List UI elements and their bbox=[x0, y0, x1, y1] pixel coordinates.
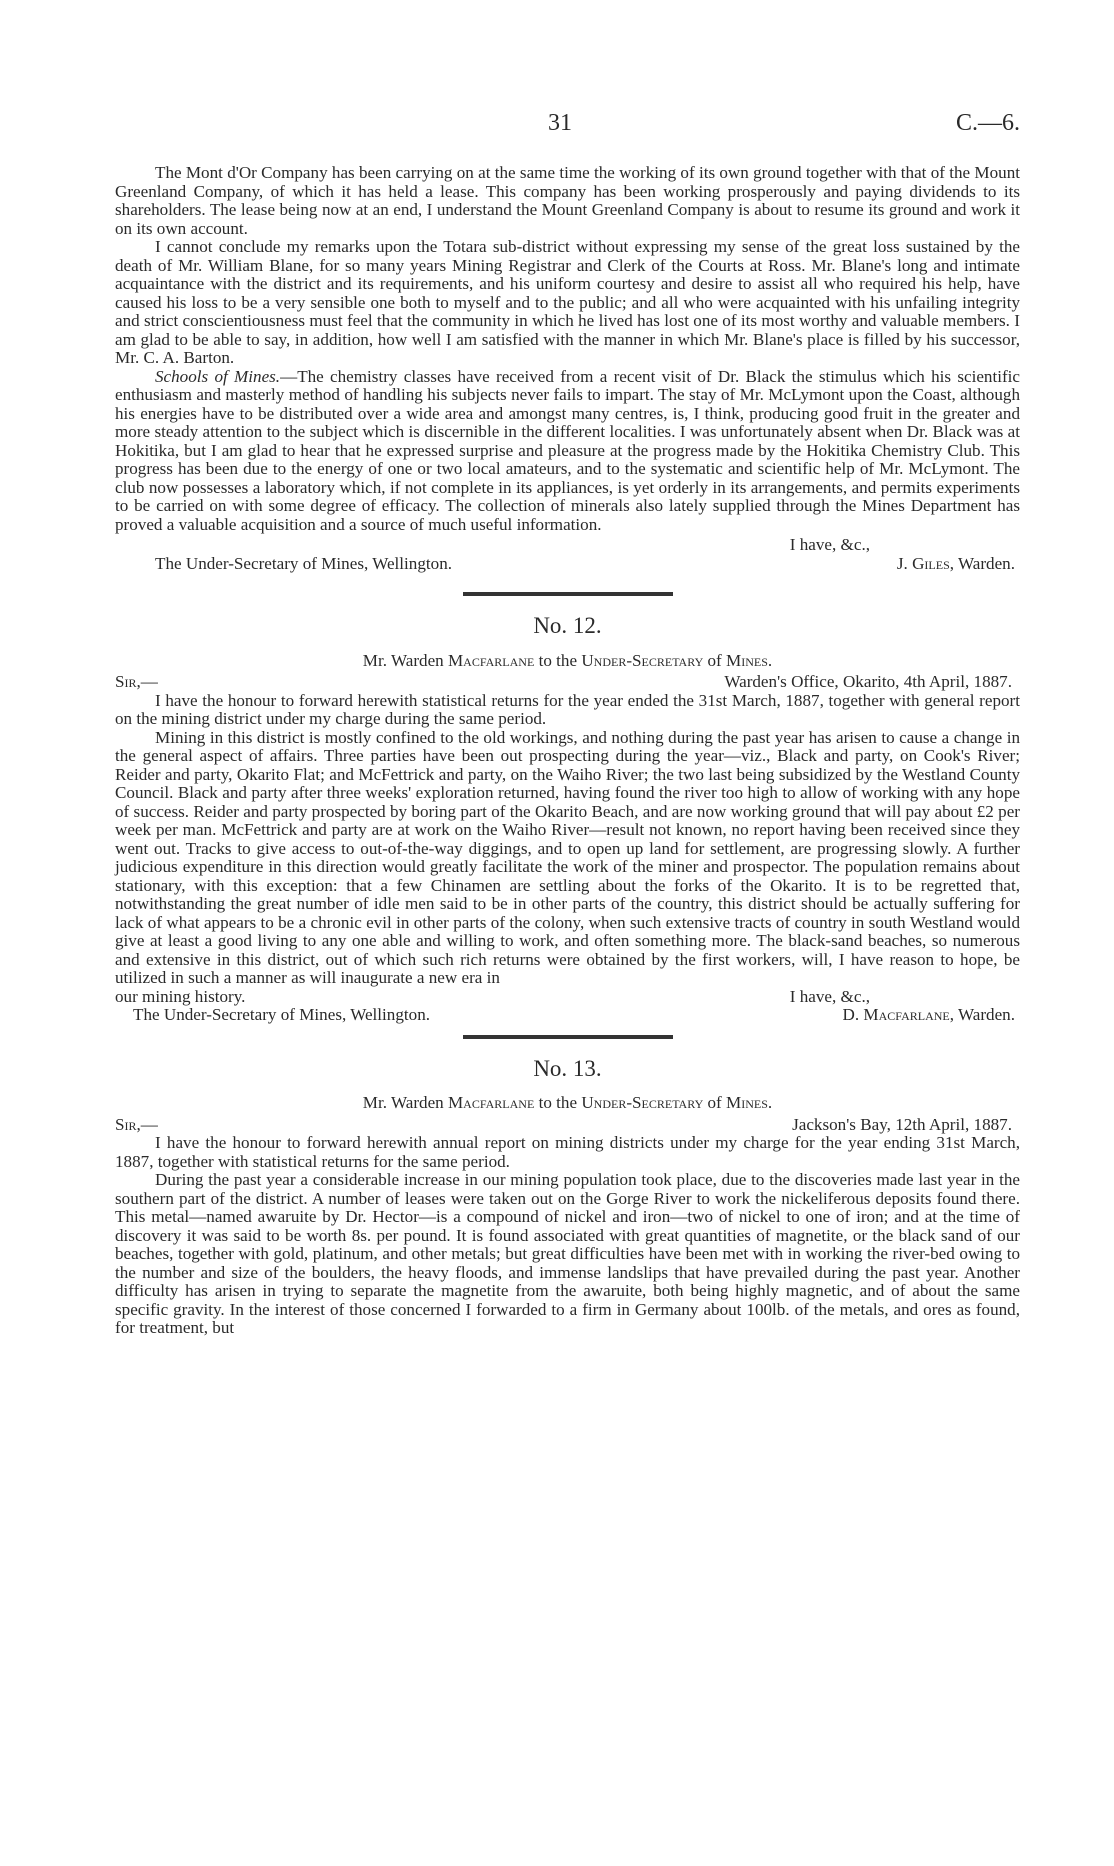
salutation: Sir,— bbox=[115, 1114, 158, 1134]
dateline: Warden's Office, Okarito, 4th April, 1887. bbox=[724, 672, 1012, 691]
page-number: 31 bbox=[548, 110, 572, 136]
signature-line bbox=[115, 1006, 1020, 1025]
section-divider bbox=[463, 592, 673, 596]
paragraph: I have the honour to forward herewith annual report on mining districts under my charge for the year ending 31st March, 1887, together with statistical returns for the same period. bbox=[115, 1133, 1020, 1171]
document-body bbox=[115, 164, 1020, 1338]
paragraph-text: our mining history. bbox=[115, 986, 246, 1006]
addressee: The Under-Secretary of Mines, Wellington. bbox=[155, 553, 453, 573]
paragraph bbox=[115, 368, 1020, 535]
report-title: Mr. Warden Macfarlane to the Under-Secretary of Mines. bbox=[362, 1093, 773, 1112]
salutation: Sir,— bbox=[115, 672, 158, 691]
report-12 bbox=[115, 613, 1020, 1025]
report-11-continuation bbox=[115, 164, 1020, 573]
report-number: No. 13. bbox=[533, 1055, 602, 1081]
paragraph: Mining in this district is mostly confined to the old workings, and nothing during the past year has arisen to cause a change in the general aspect of affairs. Three parties have been out prospecting during the year—viz., Black and party, on Cook's River; Reider and party, Okarito Flat; and McFettrick and party, on the Waiho River; the two last being subsidized by the Westland County Council. Black and party after three weeks' exploration returned, having found the river too high to allow of working with any hope of success. Reider and party prospected by boring part of the Okarito Beach, and are now working ground that will pay about £2 per week per man. McFettrick and party are at work on the Waiho River—result not known, no report having been received since they went out. Tracks to give access to out-of-the-way diggings, and to open up land for settlement, are progressing slowly. A further judicious expenditure in this direction would greatly facilitate the work of the miner and prospector. The population remains about stationary, with this exception: that a few Chinamen are settling about the forks of the Okarito. It is to be regretted that, notwithstanding the great number of idle men said to be in other parts of the country, this district should be actually suffering for lack of what appears to be a chronic evil in other parts of the colony, when such extensive tracts of country in south Westland would give at least a good living to any one able and willing to work, and often something more. The black-sand beaches, so numerous and extensive in this district, out of which such rich returns were obtained by the first workers, will, I have reason to hope, be utilized in such a manner as will inaugurate a new era in bbox=[115, 727, 1020, 987]
closing: I have, &c., bbox=[789, 535, 870, 554]
paragraph: I cannot conclude my remarks upon the Totara sub-district without expressing my sense of the great loss sustained by the death of Mr. William Blane, for so many years Mining Registrar and Clerk of the Courts at Ross. Mr. Blane's long and intimate acquaintance with the district and its requirements, and his uniform courtesy and desire to assist all who required his help, have caused his loss to be a very sensible one both to myself and to the public; and all who were acquainted with his unfailing integrity and strict conscientiousness must feel that the community in which he lived has lost one of its most worthy and valuable members. I am glad to be able to say, in addition, how well I am satisfied with the manner in which Mr. Blane's place is filled by his successor, Mr. C. A. Barton. bbox=[115, 237, 1020, 367]
paragraph-text: —The chemistry classes have received from a recent visit of Dr. Black the stimulus which his scientific enthusiasm and masterly method of handling his subjects never fails to impart. The stay of Mr. McLymont upon the Coast, although his energies have to be distributed over a wide area and amongst many centres, is, I think, producing good fruit in the greater and more steady attention to the subject which is discernible in the different localities. I was unfortunately absent when Dr. Black was at Hokitika, but I am glad to hear that he expressed surprise and pleasure at the progress made by the Hokitika Chemistry Club. This progress has been due to the energy of one or two local amateurs, and to the systematic and scientific help of Mr. McLymont. The club now possesses a laboratory which, if not complete in its appliances, is yet orderly in its arrangements, and permits experiments to be carried on with some degree of efficacy. The collection of minerals also lately supplied through the Mines Department has proved a valuable acquisition and a source of much useful information. bbox=[115, 366, 1020, 534]
salutation-dateline bbox=[115, 1116, 1020, 1135]
signature: D. Macfarlane, Warden. bbox=[842, 1005, 1015, 1024]
addressee: The Under-Secretary of Mines, Wellington. bbox=[133, 1005, 431, 1024]
report-13 bbox=[115, 1055, 1020, 1338]
dateline: Jackson's Bay, 12th April, 1887. bbox=[792, 1114, 1012, 1134]
signature-line bbox=[115, 555, 1020, 574]
closing: I have, &c., bbox=[789, 986, 870, 1006]
report-number: No. 12. bbox=[533, 613, 602, 638]
document-reference: C.—6. bbox=[955, 110, 1020, 136]
signature: J. Giles, Warden. bbox=[896, 553, 1015, 573]
section-divider bbox=[463, 1035, 673, 1039]
paragraph: I have the honour to forward herewith statistical returns for the year ended the 31st March, 1887, together with general report on the mining district under my charge during the same period. bbox=[115, 690, 1020, 728]
paragraph: The Mont d'Or Company has been carrying on at the same time the working of its own ground together with that of the Mount Greenland Company, of which it has held a lease. This company has been working prosperously and paying dividends to its shareholders. The lease being now at an end, I understand the Mount Greenland Company is about to resume its ground and work it on its own account. bbox=[115, 163, 1020, 238]
report-title: Mr. Warden Macfarlane to the Under-Secretary of Mines. bbox=[362, 650, 773, 670]
salutation-dateline bbox=[115, 673, 1020, 692]
paragraph: During the past year a considerable increase in our mining population took place, due to the discoveries made last year in the southern part of the district. A number of leases were taken out on the Gorge River to work the nickeliferous deposits found there. This metal—named awaruite by Dr. Hector—is a compound of nickel and iron—two of nickel to one of iron; and at the time of discovery it was said to be worth 8s. per pound. It is found associated with great quantities of magnetite, or the black sand of our beaches, together with gold, platinum, and other metals; but great difficulties have been met with in working the river-bed owing to the number and size of the boulders, the heavy floods, and immense landslips that have prevailed during the past year. Another difficulty has arisen in trying to separate the magnetite from the awaruite, both being highly magnetic, and of about the same specific gravity. In the interest of those concerned I forwarded to a firm in Germany about 100lb. of the metals, and ores as found, for treatment, but bbox=[115, 1170, 1020, 1337]
section-heading: Schools of Mines. bbox=[155, 366, 281, 386]
paragraph-tail bbox=[115, 988, 1020, 1007]
